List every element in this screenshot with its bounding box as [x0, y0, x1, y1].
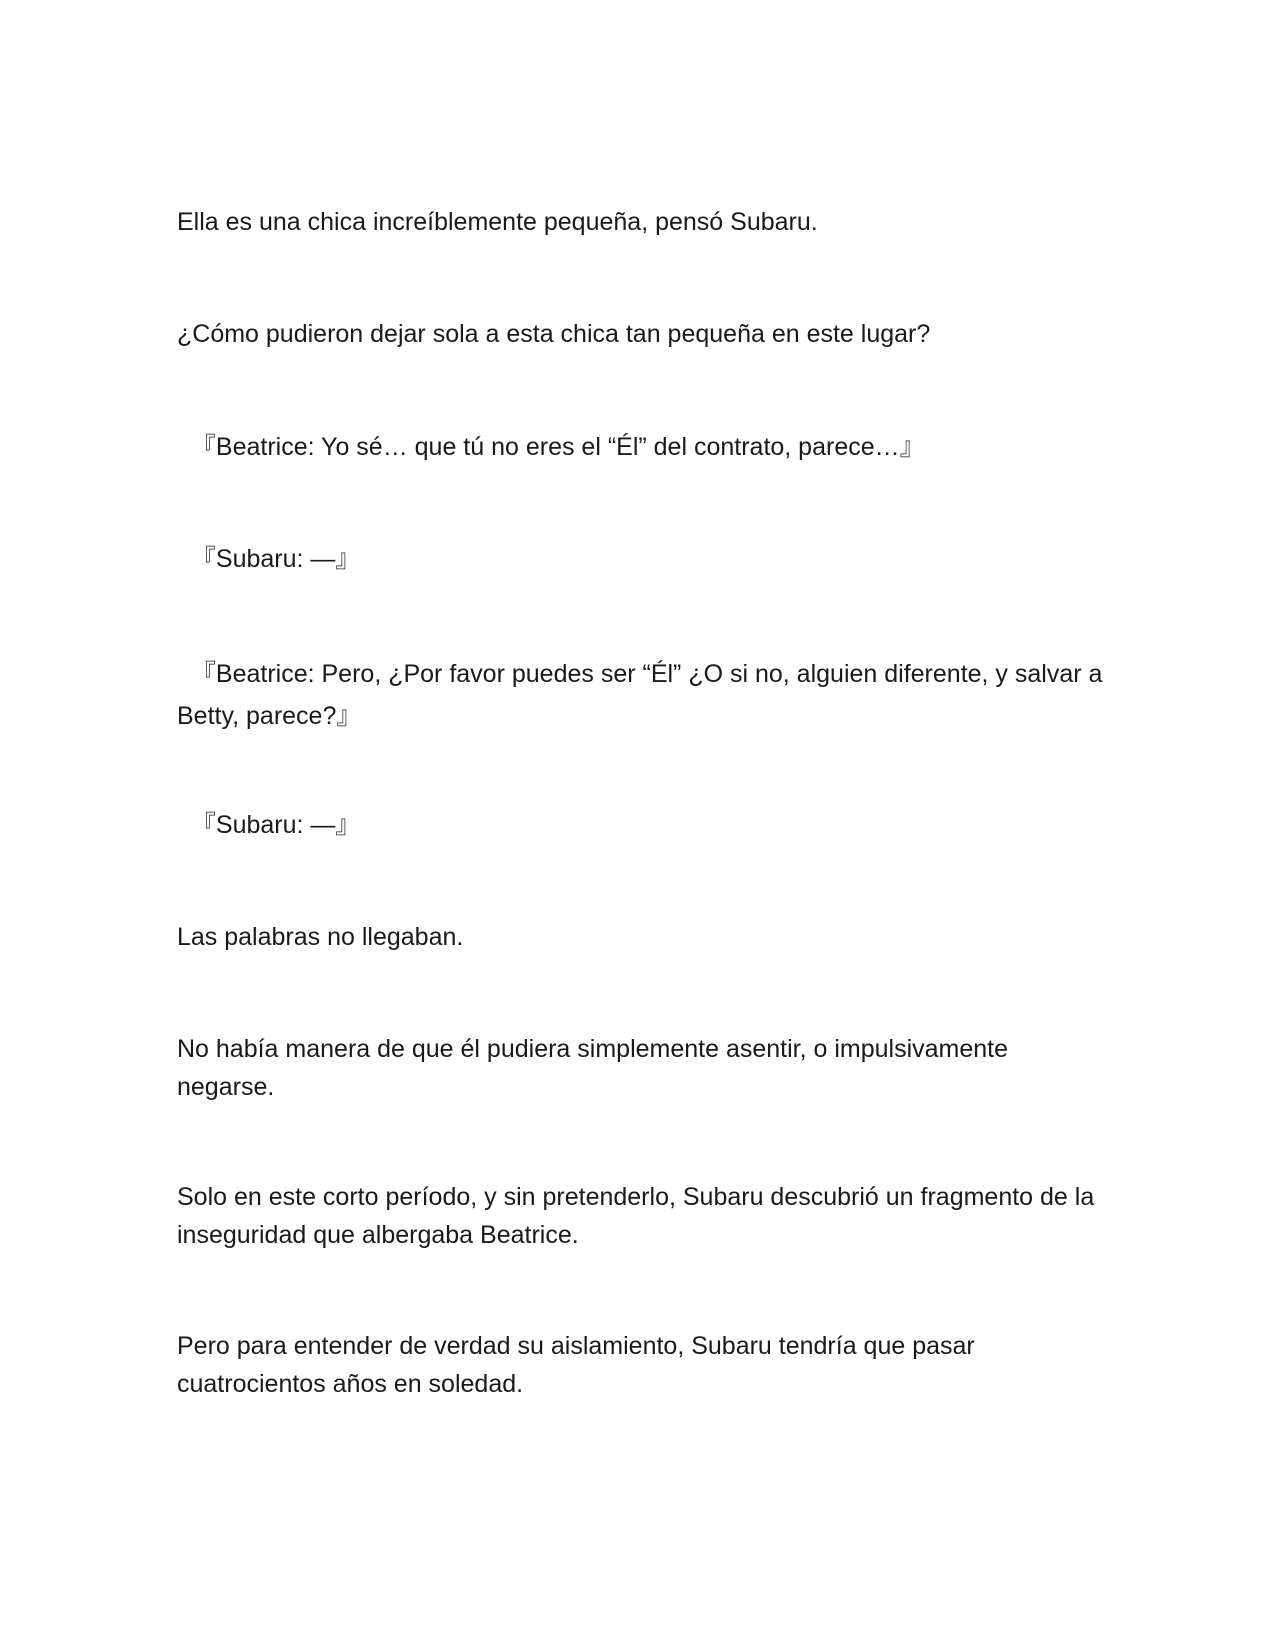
dialogue-beatrice-1: 『Beatrice: Yo sé… que tú no eres el “Él” del contrato, parece…』: [177, 433, 925, 461]
paragraph-3: Las palabras no llegaban.: [177, 923, 464, 951]
paragraph-4: No había manera de que él pudiera simplemente asentir, o impulsivamente negarse.: [177, 1035, 1009, 1101]
dialogue-subaru-2: 『Subaru: —』: [177, 811, 361, 839]
paragraph-6: Pero para entender de verdad su aislamiento, Subaru tendría que pasar cuatrocientos años en soledad.: [177, 1332, 975, 1398]
paragraph-2: ¿Cómo pudieron dejar sola a esta chica tan pequeña en este lugar?: [177, 320, 931, 348]
dialogue-subaru-1: 『Subaru: —』: [177, 545, 361, 573]
paragraph-1: Ella es una chica increíblemente pequeña, pensó Subaru.: [177, 208, 818, 236]
dialogue-beatrice-2: 『Beatrice: Pero, ¿Por favor puedes ser “Él” ¿O si no, alguien diferente, y salvar a Betty, parece?』: [177, 660, 1110, 730]
paragraph-5: Solo en este corto período, y sin pretenderlo, Subaru descubrió un fragmento de la inseguridad que albergaba Beatrice.: [177, 1183, 1095, 1249]
